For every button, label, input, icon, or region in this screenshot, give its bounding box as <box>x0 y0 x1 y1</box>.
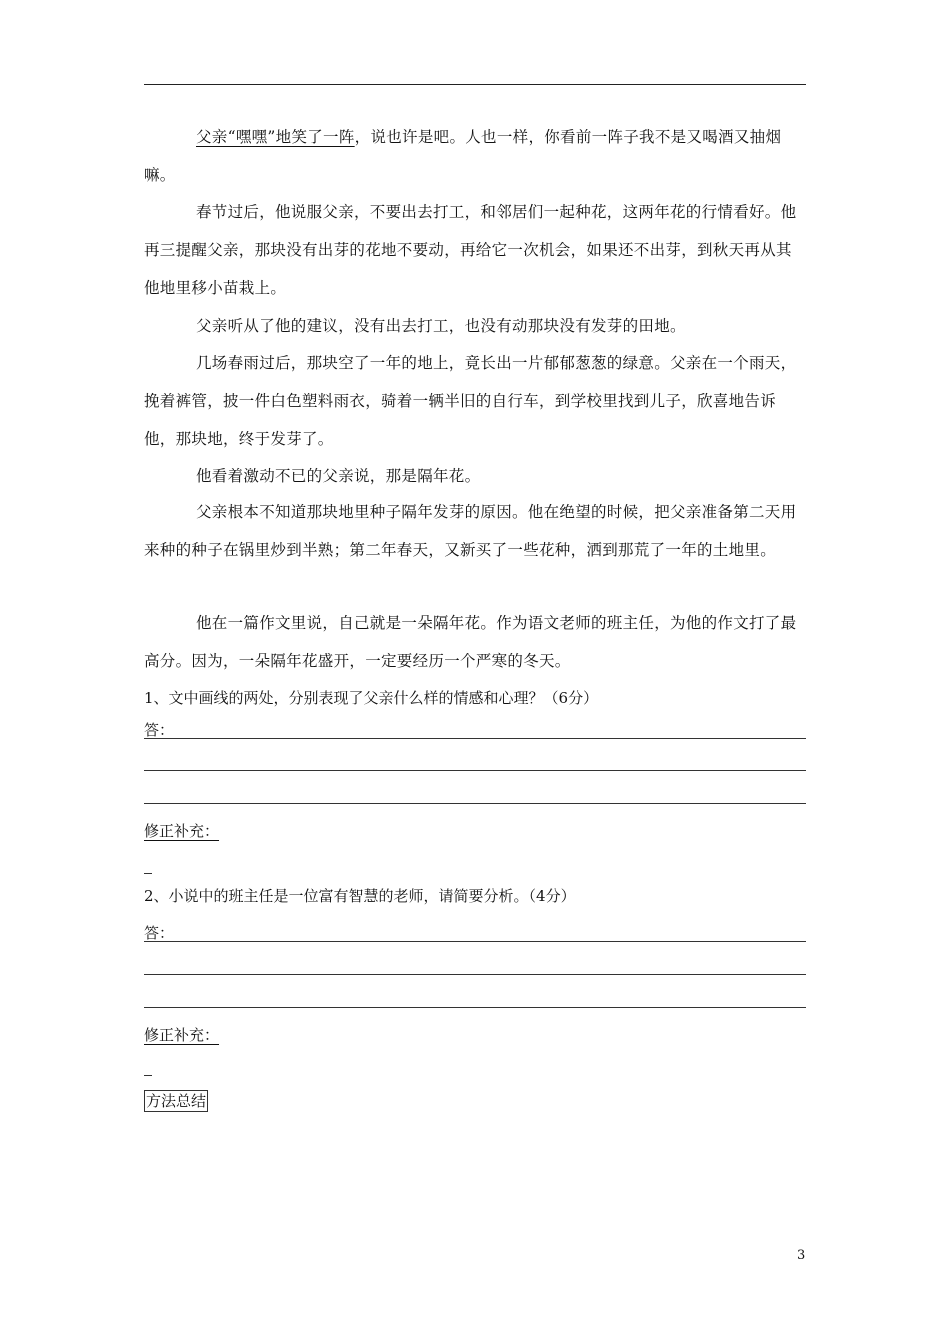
supplement-label-2: 修正补充： <box>144 1026 220 1044</box>
supplement-label-1: 修正补充： <box>144 822 220 840</box>
blank-dash <box>144 873 152 874</box>
paragraph-1-rest: ，说也许是吧。人也一样，你看前一阵子我不是又喝酒又抽烟嘛。 <box>144 128 782 184</box>
header-rule <box>144 84 806 85</box>
paragraph-1 <box>144 118 806 194</box>
answer-line[interactable] <box>144 803 806 804</box>
answer-line[interactable] <box>144 974 806 975</box>
paragraph-7: 他在一篇作文里说，自己就是一朵隔年花。作为语文老师的班主任，为他的作文打了最高分。因为，一朵隔年花盛开，一定要经历一个严寒的冬天。 <box>144 614 797 670</box>
method-summary-box: 方法总结 <box>146 1092 207 1110</box>
paragraph-4: 几场春雨过后，那块空了一年的地上，竟长出一片郁郁葱葱的绿意。父亲在一个雨天，挽着裤管，披一件白色塑料雨衣，骑着一辆半旧的自行车，到学校里找到儿子，欣喜地告诉他，那块地，终于发芽了。 <box>144 354 797 448</box>
paragraph-2: 春节过后，他说服父亲，不要出去打工，和邻居们一起种花，这两年花的行情看好。他再三提醒父亲，那块没有出芽的花地不要动，再给它一次机会，如果还不出芽，到秋天再从其他地里移小苗栽上。 <box>144 203 797 297</box>
paragraph-5: 他看着激动不已的父亲说，那是隔年花。 <box>196 467 481 485</box>
answer-line[interactable] <box>144 941 806 942</box>
page-number: 3 <box>797 1248 806 1263</box>
answer-line[interactable] <box>144 1007 806 1008</box>
question-1: 1、文中画线的两处，分别表现了父亲什么样的情感和心理？（6分） <box>144 689 599 707</box>
answer-line[interactable] <box>144 738 806 739</box>
paragraph-3: 父亲听从了他的建议，没有出去打工，也没有动那块没有发芽的田地。 <box>196 317 686 335</box>
question-2: 2、小说中的班主任是一位富有智慧的老师，请简要分析。（4分） <box>144 887 576 905</box>
blank-dash <box>144 1075 152 1076</box>
answer-label: 答： <box>144 924 175 942</box>
answer-line[interactable] <box>144 770 806 771</box>
paragraph-6: 父亲根本不知道那块地里种子隔年发芽的原因。他在绝望的时候，把父亲准备第二天用来种的种子在锅里炒到半熟；第二年春天，又新买了一些花种，洒到那荒了一年的土地里。 <box>144 503 797 559</box>
answer-label: 答： <box>144 721 175 739</box>
underlined-phrase: 父亲“嘿嘿”地笑了一阵 <box>196 128 355 146</box>
